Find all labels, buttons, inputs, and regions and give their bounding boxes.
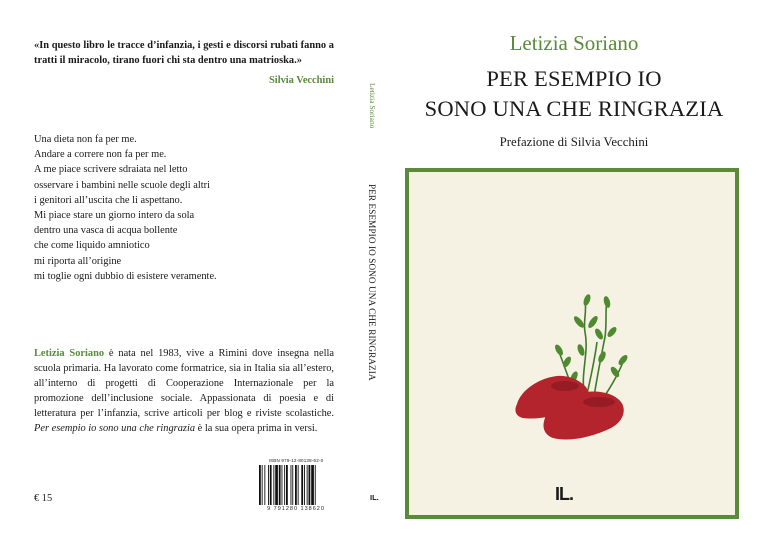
spine-author: Letizia Soriano (368, 83, 377, 129)
barcode-bar (270, 465, 272, 505)
front-title-line: PER ESEMPIO IO (486, 66, 662, 91)
back-quote: «In questo libro le tracce d’infanzia, i gesti e discorsi rubati fanno a tratti il miracolo, tirano fuori chi sta dentro una matrioska.» (34, 40, 334, 66)
poem-line: Una dieta non fa per me. (34, 134, 137, 145)
barcode-bar (275, 465, 278, 505)
barcode-bar (262, 465, 263, 505)
barcode-bar (273, 465, 274, 505)
front-title (404, 64, 744, 124)
spine-publisher-logo: IL. (370, 493, 379, 502)
bio-author-name: Letizia Soriano (34, 348, 105, 359)
barcode-bar (309, 465, 311, 505)
poem-line: A me piace scrivere sdraiata nel letto (34, 164, 188, 176)
spine-title: PER ESEMPIO IO SONO UNA CHE RINGRAZIA (367, 184, 377, 381)
bio-book-title: Per esempio io sono una che ringrazia (34, 423, 196, 434)
front-author: Letizia Soriano (509, 31, 639, 55)
barcode-bars (258, 465, 334, 505)
bio-text: è nata nel 1983, vive a Rimini dove insegna nella scuola primaria. Ha lavorato come formatrice, sia in Italia sia all’estero, all’interno di progetti di Cooperazione Internazionale per la promozione dell’inclusione sociale. Appassionata di poesia e di letteratura per l’infanzia, scrive articoli per blog e riviste scolastiche. (34, 348, 335, 419)
poem-line: i genitori all’uscita che li aspettano. (34, 194, 183, 206)
poem-line: Andare a correre non fa per me. (34, 149, 167, 161)
sprout-leaves (553, 293, 629, 383)
barcode-bar (291, 465, 292, 505)
poem-line: che come liquido amniotico (34, 240, 150, 252)
barcode-bar (268, 465, 269, 505)
barcode-bar (301, 465, 303, 505)
barcode-bar (307, 465, 308, 505)
barcode-bar (264, 465, 265, 505)
bio-ending: è la sua opera prima in versi. (195, 423, 318, 434)
barcode-bar (295, 465, 297, 505)
front-preface: Prefazione di Silvia Vecchini (499, 135, 649, 149)
cover-illustration-frame (405, 168, 739, 519)
barcode-bar (315, 465, 316, 505)
barcode-bar (292, 465, 293, 505)
poem (34, 132, 334, 284)
poem-line: mi riporta all’origine (34, 255, 122, 267)
price: € 15 (34, 493, 53, 504)
author-bio (34, 346, 334, 436)
red-shoes-illustration (409, 172, 735, 515)
barcode-bar (279, 465, 281, 505)
barcode-bar (284, 465, 285, 505)
barcode-bar (259, 465, 261, 505)
poem-line: Mi piace stare un giorno intero da sola (34, 210, 195, 222)
poem-line: mi toglie ogni dubbio di esistere veramente. (34, 270, 217, 282)
barcode-bar (282, 465, 283, 505)
barcode-bar (298, 465, 299, 505)
poem-line: osservare i bambini nelle scuole degli altri (34, 179, 211, 191)
barcode-bar (311, 465, 314, 505)
quote-author: Silvia Vecchini (269, 75, 334, 86)
poem-line: dentro una vasca di acqua bollente (34, 225, 178, 237)
barcode-bar (286, 465, 288, 505)
isbn-label: ISBN 979-12-80138-62-0 (268, 458, 324, 463)
barcode-bar (304, 465, 305, 505)
front-title-line: SONO UNA CHE RINGRAZIA (424, 96, 724, 121)
barcode-number: 9 791280 138620 (267, 506, 325, 512)
front-publisher-logo: IL. (555, 484, 573, 504)
